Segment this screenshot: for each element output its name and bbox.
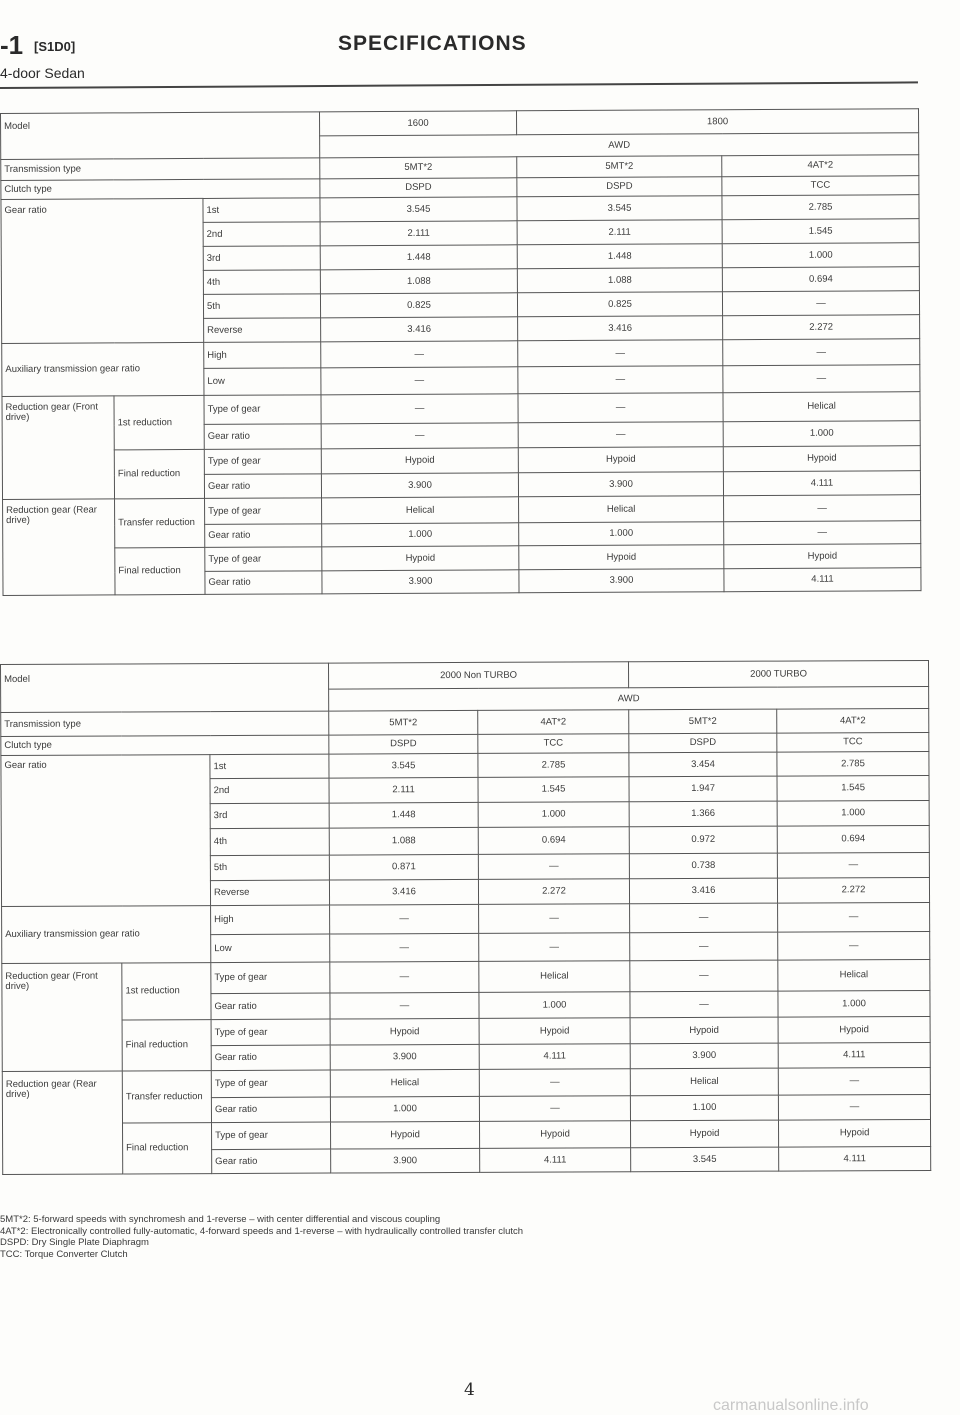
table-cell: — [722, 291, 919, 316]
spec-table-1600-1800 [0, 108, 922, 596]
mid-label: Final reduction [115, 547, 205, 594]
table-cell: 1.000 [322, 523, 519, 547]
table-cell: 2.785 [777, 751, 929, 776]
table-cell: 3.900 [630, 1043, 778, 1069]
table-cell: — [630, 903, 778, 933]
table-row [2, 902, 930, 935]
row-label: Auxiliary transmission gear ratio [2, 342, 204, 396]
table-cell: — [330, 992, 479, 1019]
table-cell: 2.272 [478, 879, 629, 905]
table-cell: 3.900 [519, 569, 724, 593]
sub-label: 3rd [203, 246, 320, 271]
table-cell: — [777, 852, 929, 878]
table-cell: 1.000 [479, 992, 630, 1019]
row-label: Clutch type [1, 179, 320, 200]
table-cell: 1.088 [517, 268, 722, 293]
table-cell: DSPD [320, 178, 517, 198]
table-cell: Hypoid [778, 1016, 930, 1043]
table-cell: TCC [478, 734, 629, 754]
table-cell: — [330, 961, 479, 993]
table-cell: — [724, 521, 921, 545]
sub-label: Gear ratio [205, 524, 322, 548]
model-label: Model [1, 663, 329, 712]
drive-header: AWD [329, 686, 929, 711]
sub-label: Gear ratio [211, 1045, 330, 1071]
section-number: -1 [0, 30, 24, 60]
spec-table-2000 [0, 660, 931, 1175]
table-cell: 1.000 [778, 990, 930, 1017]
table-cell: 1.088 [329, 827, 478, 855]
sub-label: High [211, 905, 330, 935]
table-cell: 0.694 [722, 267, 919, 292]
sub-label: Gear ratio [204, 474, 321, 499]
table-cell: — [723, 339, 920, 366]
table-cell: 1.088 [320, 269, 517, 294]
table-cell: — [479, 904, 630, 934]
table-cell: Helical [630, 1068, 778, 1096]
row-label: Auxiliary transmission gear ratio [2, 906, 211, 964]
sub-label: 1st [203, 198, 320, 223]
table-cell: 3.900 [331, 1148, 480, 1173]
table-cell: 5MT*2 [629, 709, 777, 734]
table-cell: Hypoid [630, 1017, 778, 1044]
table-cell: DSPD [517, 177, 722, 197]
table-cell: 2.111 [320, 221, 517, 246]
sub-label: Type of gear [204, 395, 321, 425]
table-cell: — [330, 904, 479, 934]
table-cell: — [479, 1096, 630, 1122]
table-cell: — [479, 1069, 630, 1097]
table-cell: 4AT*2 [777, 708, 929, 733]
table-row [3, 1119, 931, 1150]
sub-label: Low [204, 368, 321, 396]
sub-label: 3rd [210, 803, 329, 829]
table-cell: Hypoid [519, 545, 724, 570]
footnote: 4AT*2: Electronically controlled fully-automatic, 4-forward speeds and 1-reverse – with hydraulically controlled transfer clutch [0, 1225, 524, 1237]
row-label: Transmission type [1, 158, 320, 181]
footnote: TCC: Torque Converter Clutch [0, 1248, 128, 1260]
table-cell: Hypoid [779, 1119, 931, 1147]
table-cell: 4.111 [778, 1042, 930, 1068]
table-cell: 1.545 [777, 775, 929, 801]
table-cell: 3.416 [329, 879, 478, 905]
table-cell: 5MT*2 [517, 156, 722, 178]
table-cell: 3.545 [320, 197, 517, 222]
table-cell: Hypoid [330, 1018, 479, 1045]
row-label: Reduction gear (Front drive) [2, 963, 122, 1072]
table-cell: — [321, 341, 518, 368]
mid-label: Transfer reduction [122, 1071, 211, 1123]
table-cell: 1.448 [329, 802, 478, 828]
table-cell: Hypoid [480, 1121, 631, 1149]
row-label: Gear ratio [1, 198, 204, 343]
mid-label: Final reduction [122, 1020, 211, 1071]
table-cell: 3.416 [321, 317, 518, 342]
table-cell: 1.100 [630, 1095, 778, 1121]
table-cell: 4.111 [479, 1044, 630, 1070]
sub-label: Gear ratio [205, 571, 322, 595]
model-header: 2000 TURBO [629, 660, 929, 687]
table-cell: 1.000 [519, 522, 724, 546]
table-cell: 3.545 [329, 753, 478, 778]
table-cell: 3.900 [321, 473, 518, 498]
sub-label: 4th [210, 828, 329, 856]
table-cell: 4.111 [779, 1146, 931, 1171]
drive-header: AWD [320, 133, 919, 158]
row-label: Reduction gear (Front drive) [2, 396, 115, 500]
table-cell: 3.454 [629, 752, 777, 777]
table-row [1, 660, 929, 690]
sub-label: 1st [210, 754, 329, 779]
table-cell: 5MT*2 [320, 157, 517, 179]
sub-label: Type of gear [205, 498, 322, 525]
table-cell: TCC [722, 176, 919, 196]
table-cell: DSPD [329, 734, 478, 754]
sub-label: 5th [203, 294, 320, 319]
table-cell: 3.545 [631, 1147, 779, 1172]
table-cell: DSPD [629, 733, 777, 753]
header-rule [0, 81, 918, 89]
table-cell: 1.947 [629, 776, 777, 802]
table-cell: Helical [778, 959, 930, 991]
table-cell: — [630, 991, 778, 1018]
mid-label: Transfer reduction [115, 498, 205, 547]
table-cell: Helical [322, 497, 519, 524]
table-cell: 3.416 [518, 316, 723, 341]
table-cell: 2.111 [329, 777, 478, 803]
section-code: [S1D0] [34, 39, 76, 54]
table-cell: — [630, 960, 778, 992]
table-cell: 4.111 [480, 1148, 631, 1173]
table-cell: 2.272 [777, 877, 929, 903]
page-header [0, 30, 960, 90]
table-cell: 0.871 [329, 854, 478, 880]
table-cell: — [778, 1067, 930, 1095]
table-cell: — [479, 933, 630, 962]
table-cell: 3.900 [330, 1044, 479, 1070]
table-cell: TCC [777, 732, 929, 752]
table-row [2, 1016, 930, 1046]
table-cell: 4.111 [723, 471, 920, 496]
table-cell: 3.545 [517, 196, 722, 221]
table-cell: Hypoid [723, 446, 920, 472]
sub-label: Reverse [204, 318, 321, 343]
table-cell: — [321, 367, 518, 395]
sub-label: 2nd [203, 222, 320, 247]
table-cell: Helical [330, 1069, 479, 1097]
table-cell: Helical [519, 496, 724, 523]
table-cell: 2.111 [517, 220, 722, 245]
table-row [2, 959, 930, 994]
mid-label: 1st reduction [122, 963, 211, 1020]
page-title: SPECIFICATIONS [338, 32, 527, 55]
table-cell: 1.000 [777, 800, 929, 826]
sub-label: Gear ratio [211, 1097, 330, 1123]
table-cell: Helical [479, 961, 630, 993]
sub-label: Reverse [210, 880, 329, 906]
footnote: DSPD: Dry Single Plate Diaphragm [0, 1237, 149, 1248]
table-cell: — [778, 902, 930, 932]
row-label: Reduction gear (Rear drive) [2, 1071, 122, 1175]
table-cell: Helical [723, 392, 920, 422]
table-cell: 1.000 [723, 421, 920, 447]
mid-label: 1st reduction [114, 395, 204, 449]
table-cell: — [778, 1094, 930, 1120]
table-cell: — [321, 394, 518, 424]
sub-label: Type of gear [212, 1122, 331, 1150]
table-cell: — [478, 854, 629, 880]
sub-label: High [204, 342, 321, 369]
row-label: Reduction gear (Rear drive) [3, 499, 116, 596]
table-cell: Hypoid [631, 1120, 779, 1148]
table-cell: — [724, 495, 921, 522]
sub-label: Low [211, 934, 330, 963]
sub-label: Type of gear [205, 547, 322, 572]
model-header: 1800 [517, 109, 919, 135]
sub-label: Gear ratio [211, 993, 330, 1020]
table-cell: 1.545 [722, 219, 919, 244]
table-row [2, 1067, 930, 1098]
table-cell: 0.825 [320, 293, 517, 318]
table-cell: 0.972 [629, 826, 777, 854]
table-cell: 0.825 [517, 292, 722, 317]
table-cell: — [518, 393, 723, 423]
table-cell: — [518, 422, 723, 448]
sub-label: Gear ratio [212, 1149, 331, 1174]
row-label: Gear ratio [1, 755, 211, 907]
page-subtitle: 4-door Sedan [0, 65, 85, 81]
table-cell: — [518, 366, 723, 394]
table-cell: Hypoid [518, 447, 723, 473]
table-cell: 2.785 [722, 195, 919, 220]
table-cell: — [630, 932, 778, 961]
model-label: Model [1, 112, 320, 160]
table-cell: 2.272 [723, 315, 920, 340]
sub-label: 4th [203, 270, 320, 295]
sub-label: 5th [210, 855, 329, 881]
table-cell: Hypoid [322, 546, 519, 571]
sub-label: Type of gear [211, 962, 330, 994]
sub-label: Gear ratio [204, 424, 321, 450]
watermark: carmanualsonline.info [713, 1397, 869, 1414]
table-cell: 5MT*2 [329, 710, 478, 735]
model-header: 2000 Non TURBO [329, 662, 629, 689]
table-cell: 1.545 [478, 777, 629, 803]
row-label: Clutch type [1, 735, 329, 755]
sub-label: 2nd [210, 778, 329, 804]
sub-label: Type of gear [211, 1070, 330, 1098]
table-cell: 3.900 [518, 472, 723, 497]
table-cell: 1.000 [722, 243, 919, 268]
table-cell: Hypoid [479, 1018, 630, 1045]
table-cell: — [330, 933, 479, 962]
table-cell: 0.738 [629, 853, 777, 879]
model-header: 1600 [320, 111, 517, 136]
footnotes [0, 1214, 900, 1260]
table-cell: 1.366 [629, 801, 777, 827]
table-cell: 2.785 [478, 753, 629, 778]
sub-label: Type of gear [204, 449, 321, 475]
table-cell: 4AT*2 [478, 710, 629, 735]
table-cell: — [321, 423, 518, 449]
table-cell: 1.000 [478, 802, 629, 828]
table-cell: 0.694 [478, 827, 629, 855]
table-cell: 3.416 [629, 878, 777, 904]
row-label: Transmission type [1, 711, 329, 736]
table-cell: — [778, 931, 930, 960]
sub-label: Type of gear [211, 1019, 330, 1046]
table-cell: 1.000 [330, 1096, 479, 1122]
footnote: 5MT*2: 5-forward speeds with synchromesh and 1-reverse – with center differential and viscous coupling [0, 1214, 441, 1225]
table-cell: 4AT*2 [722, 155, 919, 177]
table-cell: 1.448 [517, 244, 722, 269]
table-cell: Hypoid [321, 448, 518, 474]
table-cell: 0.694 [777, 825, 929, 853]
table-cell: 1.448 [320, 245, 517, 270]
mid-label: Final reduction [114, 449, 204, 498]
table-cell: Hypoid [724, 544, 921, 569]
table-cell: 4.111 [724, 568, 921, 592]
table-cell: — [723, 365, 920, 393]
page-number: 4 [464, 1380, 475, 1400]
table-cell: 3.900 [322, 570, 519, 594]
table-cell: Hypoid [331, 1121, 480, 1149]
mid-label: Final reduction [123, 1123, 212, 1174]
table-cell: — [518, 340, 723, 367]
